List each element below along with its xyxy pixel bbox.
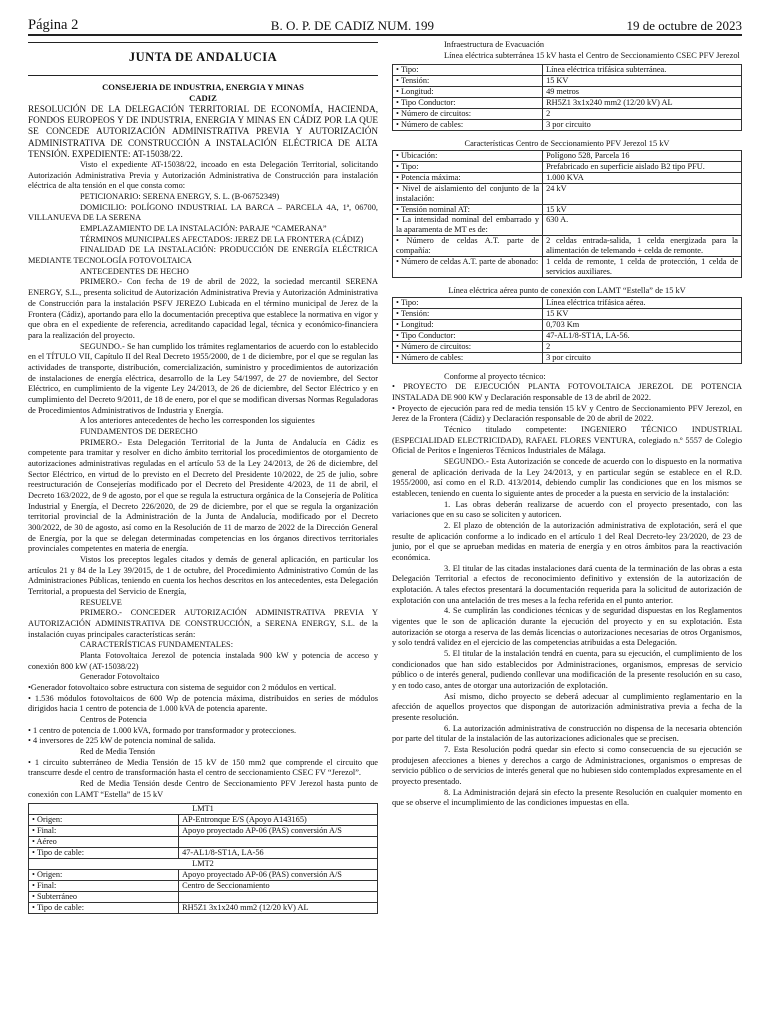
- table-cell: • Tipo de cable:: [29, 848, 179, 859]
- section-title: JUNTA DE ANDALUCIA: [128, 50, 278, 64]
- table-row: [393, 204, 742, 215]
- table-cell: • Longitud:: [393, 319, 543, 330]
- table-cell: 47-AL1/8-ST1A, LA-56: [179, 848, 378, 859]
- list-item: • 1 circuito subterráneo de Media Tensión de 15 kV de 150 mm2 que comprende el circuito que transcurre desde el centro de transformación hasta el centro de seccionamiento CSEC FV “Jerezol”.: [28, 757, 378, 778]
- table-row: [29, 848, 378, 859]
- table-cell: • Final:: [29, 826, 179, 837]
- table-cell: 3 por circuito: [543, 120, 742, 131]
- table-cell: 24 kV: [543, 183, 742, 204]
- table-cell: 2: [543, 109, 742, 120]
- list-item: • 4 inversores de 225 kW de potencia nominal de salida.: [28, 736, 216, 746]
- table-cell: • Potencia máxima:: [393, 172, 543, 183]
- table-cell: 1.000 KVA: [543, 172, 742, 183]
- table-cell: • Tipo:: [393, 297, 543, 308]
- table-row: [29, 870, 378, 881]
- table-cell: • Tipo:: [393, 65, 543, 76]
- table-cell: • Número de celdas A.T. parte de compañía:: [393, 236, 543, 257]
- table-cell: 2: [543, 341, 742, 352]
- condition: 8. La Administración dejará sin efecto la presente Resolución en cualquier momento en que se observe el incumplimiento de las condiciones impuestas en ella.: [392, 787, 742, 808]
- table-cell: 3 por circuito: [543, 352, 742, 363]
- antecedentes-heading: ANTECEDENTES DE HECHO: [80, 266, 189, 276]
- table-cell: • Origen:: [29, 870, 179, 881]
- paragraph: SEGUNDO.- Se han cumplido los trámites reglamentarios de acuerdo con lo establecido en el TÍTULO VII, Capítulo II del Real Decreto 1955/2000, de 1 de diciembre, por el que se regulan las actividades de transporte, distribución, comercialización, suministro y procedimientos de autorización de instalaciones de energía eléctrica, desarrollo de la Ley 54/1997, de 27 de noviembre, del Sector Eléctrico, en cumplimiento de la vigente Ley 24/2013, de 26 de diciembre, del Sector Eléctrico y en cumplimiento del Decreto 9/2011, de 18 de enero, por el que se modifican diversas Normas Reguladoras de Procedimientos Administrativos de Industria y Energía.: [28, 341, 378, 415]
- table-row: [393, 297, 742, 308]
- list-item: • PROYECTO DE EJECUCIÓN PLANTA FOTOVOLTAICA JEREZOL DE POTENCIA INSTALADA DE 900 KW y Declaración responsable de 13 de abril de 2022.: [392, 382, 742, 402]
- condition: 3. El titular de las citadas instalaciones dará cuenta de la terminación de las obras a esta Delegación Territorial a efectos de reconocimiento definitivo y extensión de la autorización de explotación. A tales efectos presentará la documentación requerida para la solicitud de autorización de explotación con una antelación de tres meses a la fecha referida en el punto anterior.: [392, 563, 742, 605]
- table-cell: • Ubicación:: [393, 150, 543, 161]
- table-cell: 15 kV: [543, 204, 742, 215]
- table-cell: • Subterráneo: [29, 892, 179, 903]
- table-cell: Línea eléctrica trifásica aérea.: [543, 297, 742, 308]
- table-cell: 49 metros: [543, 87, 742, 98]
- table-cell: 15 KV: [543, 308, 742, 319]
- table-row: [393, 215, 742, 236]
- table-cell: 47-AL1/8-ST1A, LA-56.: [543, 330, 742, 341]
- list-item: •Generador fotovoltaico sobre estructura con sistema de seguidor con 2 módulos en vertical.: [28, 683, 337, 693]
- table-cell: Polígono 528, Parcela 16: [543, 150, 742, 161]
- table-cell: • Tensión:: [393, 308, 543, 319]
- condition: 4. Se cumplirán las condiciones técnicas y de seguridad dispuestas en los Reglamentos vigentes que le son de aplicación durante la ejecución del proyecto y en su explotación. Esta autorización se otorga a reserva de las demás licencias o autorizaciones necesarias de otros Organismos, y solo tendrá validez en el ejercicio de las competencias atribuidas a esta Delegación.: [392, 606, 742, 648]
- substation-table: [392, 150, 742, 278]
- paragraph: A los anteriores antecedentes de hecho les corresponden los siguientes: [80, 416, 315, 426]
- fundamentos-heading: FUNDAMENTOS DE DERECHO: [80, 426, 198, 436]
- paragraph: PRIMERO.- Con fecha de 19 de abril de 2022, la sociedad mercantil SERENA ENERGY, S.L., presenta solicitud de Autorización Administrativa Previa y Autorización Administrativa de Construcción para la instalación PSFV JEREZO Lubicada en el término municipal de Jerez de la Frontera (Cádiz), aportando para ello la documentación preceptiva que establece la normativa en vigor y que obra en el expediente de referencia, acreditando capacidad legal, técnica y económico-financiera para la realización del proyecto.: [28, 277, 378, 340]
- table-cell: Apoyo proyectado AP-06 (PAS) conversión A/S: [179, 870, 378, 881]
- table-cell: • Tipo Conductor:: [393, 98, 543, 109]
- table-row: [29, 815, 378, 826]
- table-row: [393, 172, 742, 183]
- table-cell: • Número de celdas A.T. parte de abonado:: [393, 257, 543, 278]
- resuelve-heading: RESUELVE: [80, 597, 122, 607]
- table-row: [393, 319, 742, 330]
- condition: 5. El titular de la instalación tendrá en cuenta, para su ejecución, el cumplimiento de los condicionados que han sido establecidos por Administraciones, organismos, empresas de servicio público o de interés general, pudiendo conllevar una modificación de la presente resolución en su caso, y en todo caso, antes de otorgar una autorización de explotación.: [392, 649, 742, 691]
- terminos: TÉRMINOS MUNICIPALES AFECTADOS: JEREZ DE LA FRONTERA (CÁDIZ): [80, 234, 364, 244]
- left-column: [28, 40, 378, 914]
- divider: [28, 42, 378, 43]
- table-cell: • Tipo:: [393, 161, 543, 172]
- lmt-table: [28, 803, 378, 914]
- paragraph: Técnico titulado competente: INGENIERO TÉCNICO INDUSTRIAL (ESPECIALIDAD ELECTRICIDAD), RAFAEL FLORES VENTURA, colegiado n.º 5557 de Colegio Oficial de Peritos e Ingenieros Técnicos Industriales de Málaga.: [392, 424, 742, 456]
- page-number: Página 2: [28, 17, 79, 33]
- paragraph: Así mismo, dicho proyecto se deberá adecuar al cumplimiento reglamentario en la afección de aquellos proyectos que dispongan de autorización administrativa previa a fecha de la presente resolución.: [392, 691, 742, 723]
- table-cell: AP-Entronque E/S (Apoyo A143165): [179, 815, 378, 826]
- table-cell: Línea eléctrica trifásica subterránea.: [543, 65, 742, 76]
- table-row: [393, 161, 742, 172]
- table-cell: • Número de circuitos:: [393, 109, 543, 120]
- paragraph: SEGUNDO.- Esta Autorización se concede de acuerdo con lo dispuesto en la normativa general de aplicación derivada de la Ley 24/2013, y en particular según se establece en el R.D. 1955/2000, así como en el R.D. 413/2014, debiendo cumplir las condiciones que en los mismos se establecen, teniendo en cuenta lo siguiente antes de proceder a la puesta en servicio de la instalación:: [392, 456, 742, 498]
- paragraph: Conforme al proyecto técnico:: [444, 371, 546, 381]
- table-row: [393, 109, 742, 120]
- condition: 6. La autorización administrativa de construcción no dispensa de la necesaria obtención por parte del titular de la instalación de las autorizaciones adicionales que se precisen.: [392, 723, 742, 744]
- publication-title: B. O. P. DE CADIZ NUM. 199: [270, 18, 435, 33]
- table-row: [29, 826, 378, 837]
- table-row: [393, 236, 742, 257]
- condition: 7. Esta Resolución podrá quedar sin efecto si como consecuencia de su ejecución se produjesen afecciones a bienes y derechos a cargo de Administraciones, organismos o empresas de servicio público o de servicios de interés general que no hubiesen sido contemplados expresamente en el proyecto presentado.: [392, 745, 742, 787]
- table-caption: Línea eléctrica aérea punto de conexión con LAMT “Estella” de 15 kV: [448, 286, 686, 296]
- centros-heading: Centros de Potencia: [80, 715, 147, 725]
- table-row: [29, 837, 378, 848]
- paragraph: Red de Media Tensión desde Centro de Seccionamiento PFV Jerezol hasta punto de conexión con LAMT “Estella” de 15 kV: [28, 779, 378, 799]
- table-cell: • Tipo de cable:: [29, 902, 179, 913]
- city-heading: CADIZ: [189, 93, 217, 103]
- lmt1-title: LMT1: [29, 804, 378, 815]
- paragraph: Visto el expediente AT-15038/22, incoado en esta Delegación Territorial, solicitando Autorización Administrativa Previa y Autorización Administrativa de Construcción para instalación eléctrica de alta tensión en el que consta como:: [28, 160, 378, 191]
- table-cell: Prefabricado en superficie aislado B2 tipo PFU.: [543, 161, 742, 172]
- table-row: [29, 881, 378, 892]
- table-cell: • Longitud:: [393, 87, 543, 98]
- table-cell: • Nivel de aislamiento del conjunto de la instalación:: [393, 183, 543, 204]
- table-cell: • Final:: [29, 881, 179, 892]
- table-cell: • Aéreo: [29, 837, 179, 848]
- page-header: [28, 10, 742, 36]
- table-cell: RH5Z1 3x1x240 mm2 (12/20 kV) AL: [543, 98, 742, 109]
- table-cell: 2 celdas entrada-salida, 1 celda energizada para la alimentación de telemando + celda de remonte.: [543, 236, 742, 257]
- emplazamiento: EMPLAZAMIENTO DE LA INSTALACIÓN: PARAJE “CAMERANA”: [80, 224, 327, 234]
- paragraph: Línea eléctrica subterránea 15 kV hasta el Centro de Seccionamiento CSEC PFV Jerezol: [444, 50, 740, 60]
- table-row: [393, 183, 742, 204]
- table-row: [393, 65, 742, 76]
- infra-heading: Infraestructura de Evacuación: [444, 40, 545, 49]
- table-cell: • Número de cables:: [393, 120, 543, 131]
- lmt2-title: LMT2: [29, 859, 378, 870]
- table-cell: • Tipo Conductor:: [393, 330, 543, 341]
- paragraph: Planta Fotovoltaica Jerezol de potencia instalada 900 kW y potencia de acceso y conexión 800 kW (AT-15038/22): [28, 651, 378, 671]
- table-row: [393, 330, 742, 341]
- table-cell: 0,703 Km: [543, 319, 742, 330]
- resolution-title: RESOLUCIÓN DE LA DELEGACIÓN TERRITORIAL DE ECONOMÍA, HACIENDA, FONDOS EUROPEOS Y DE INDUSTRIA, ENERGIA Y MINAS EN CÁDIZ POR LA QUE SE CONCEDE AUTORIZACIÓN ADMINISTRATIVA PREVIA Y AUTORIZACIÓN ADMINISTRATIVA DE CONSTRUCCIÓN A INSTALACIÓN ELÉCTRICA DE ALTA TENSIÓN. EXPEDIENTE: AT-15038/22.: [28, 104, 378, 159]
- table-row: [393, 150, 742, 161]
- finalidad: FINALIDAD DE LA INSTALACIÓN: PRODUCCIÓN DE ENERGÍA ELÉCTRICA MEDIANTE TECNOLOGÍA FOTOVOLTAICA: [28, 245, 378, 266]
- table-row: [29, 902, 378, 913]
- table-cell: 630 A.: [543, 215, 742, 236]
- table-cell: [179, 837, 378, 848]
- table-row: [393, 257, 742, 278]
- generador-heading: Generador Fotovoltaico: [80, 672, 160, 682]
- table-row: [29, 892, 378, 903]
- table-row: [393, 76, 742, 87]
- table-caption: Características Centro de Seccionamiento PFV Jerezol 15 kV: [464, 139, 670, 149]
- table-cell: • Tensión nominal AT:: [393, 204, 543, 215]
- table-cell: Centro de Seccionamiento: [179, 881, 378, 892]
- table-row: [393, 352, 742, 363]
- table-cell: • Número de cables:: [393, 352, 543, 363]
- table-cell: 1 celda de remonte, 1 celda de protección, 1 celda de servicios auxiliares.: [543, 257, 742, 278]
- domicilio: DOMICILIO: POLÍGONO INDUSTRIAL LA BARCA – PARCELA 4A, 1ª, 06700, VILLANUEVA DE LA SERENA: [28, 202, 378, 223]
- redmt-heading: Red de Media Tensión: [80, 747, 156, 757]
- consejeria-heading: CONSEJERIA DE INDUSTRIA, ENERGIA Y MINAS: [102, 82, 304, 92]
- table-cell: 15 KV: [543, 76, 742, 87]
- list-item: • 1 centro de potencia de 1.000 kVA, formado por transformador y protecciones.: [28, 725, 297, 735]
- condition: 1. Las obras deberán realizarse de acuerdo con el proyecto presentado, con las variaciones que en su caso se soliciten y autoricen.: [392, 499, 742, 520]
- paragraph: PRIMERO.- Esta Delegación Territorial de la Junta de Andalucía en Cádiz es competente para tramitar y resolver en dicho ámbito territorial los procedimientos de otorgamiento de autorizaciones administrativas reguladas en el artículo 53 de la Ley 24/2013, de 26 de diciembre, del Sector Eléctrico, en virtud de lo previsto en el Decreto del Presidente 10/2022, de 25 de julio, sobre reestructuración de Consejerías modificado por el Decreto del Presidente 4/2023, de 11 de abril, el Decreto 163/2022, de 9 de agosto, por el que se regula la estructura orgánica de la Consejería de Política Industrial y Energía, el Decreto 226/2020, de 29 de diciembre, por el que se regula la organización territorial provincial de la Administración de la Junta de Andalucía, modificado por el Decreto 300/2022, de 30 de agosto, así como en la Resolución de 11 de marzo de 2022 de la Dirección General de Energía, por la que se delegan determinadas competencias en los órganos directivos territoriales provinciales competentes en materia de energía.: [28, 437, 378, 554]
- divider: [28, 75, 378, 76]
- paragraph: PRIMERO.- CONCEDER AUTORIZACIÓN ADMINISTRATIVA PREVIA Y AUTORIZACIÓN ADMINISTRATIVA DE CONSTRUCCIÓN, a SERENA ENERGY, S.L. de la instalación cuyas principales características serán:: [28, 608, 378, 639]
- paragraph: Vistos los preceptos legales citados y demás de general aplicación, en particular los artículos 21 y 84 de la Ley 39/2015, de 1 de octubre, del Procedimiento Administrativo Común de las Administraciones Públicas, teniendo en cuenta los hechos descritos en los antecedentes, esta Delegación Territorial, a propuesta del Servicio de Energía,: [28, 554, 378, 596]
- condition: 2. El plazo de obtención de la autorización administrativa de explotación, será el que resulte de aplicación conforme a lo indicado en el artículo 1 del Real Decreto-ley 23/2020, de 23 de junio, por el que se aprueban medidas en materia de energía y en otros ámbitos para la reactivación económica.: [392, 520, 742, 562]
- table-cell: [179, 892, 378, 903]
- table-row: [393, 120, 742, 131]
- caracteristicas-heading: CARACTERÍSTICAS FUNDAMENTALES:: [80, 640, 234, 650]
- list-item: • 1.536 módulos fotovoltaicos de 600 Wp de potencia máxima, distribuidos en series de módulos dirigidos hacia 1 centro de potencia de 1.000 kVA de potencia aparente.: [28, 693, 378, 714]
- table-row: [393, 308, 742, 319]
- table-cell: Apoyo proyectado AP-06 (PAS) conversión A/S: [179, 826, 378, 837]
- right-column: [392, 40, 742, 914]
- peticionario: PETICIONARIO: SERENA ENERGY, S. L. (B-06752349): [80, 192, 280, 202]
- table-cell: • Tensión:: [393, 76, 543, 87]
- table-cell: RH5Z1 3x1x240 mm2 (12/20 kV) AL: [179, 902, 378, 913]
- table-row: [393, 341, 742, 352]
- table-cell: • Número de circuitos:: [393, 341, 543, 352]
- list-item: • Proyecto de ejecución para red de media tensión 15 kV y Centro de Seccionamiento PFV Jerezol, en Jerez de la Frontera (Cádiz) y Declaración responsable de 20 de abril de 2022.: [392, 403, 742, 424]
- underground-line-table: [392, 64, 742, 131]
- table-cell: • La intensidad nominal del embarrado y la aparamenta de MT es de:: [393, 215, 543, 236]
- table-cell: • Origen:: [29, 815, 179, 826]
- overhead-line-table: [392, 297, 742, 364]
- table-row: [393, 98, 742, 109]
- table-row: [393, 87, 742, 98]
- publication-date: 19 de octubre de 2023: [626, 18, 742, 33]
